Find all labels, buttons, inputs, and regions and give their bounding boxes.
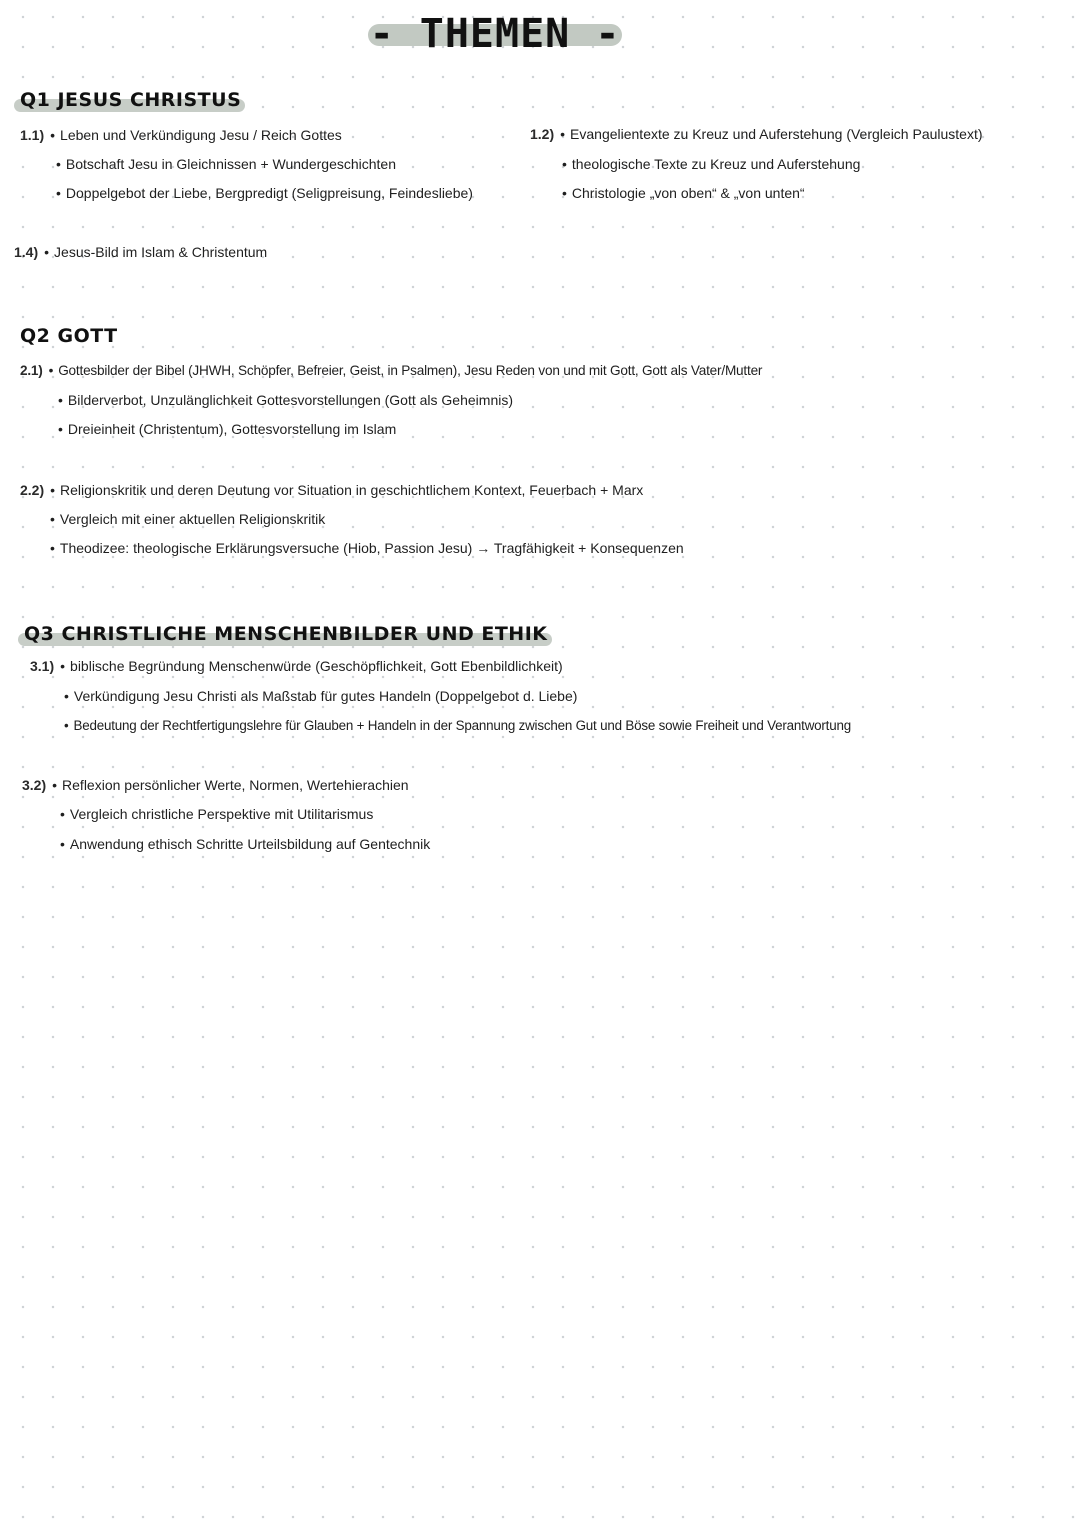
list-item: 3.1) • biblische Begründung Menschenwürde (Geschöpflichkeit, Gott Ebenbildlichkeit) [30,658,563,674]
page-title-block [368,10,622,60]
section-heading-q3: Q3 CHRISTLICHE MENSCHENBILDER UND ETHIK [24,622,548,646]
list-item: • Christologie „von oben“ & „von unten“ [562,185,805,201]
list-item: 3.2) • Reflexion persönlicher Werte, Normen, Wertehierachien [22,777,409,793]
section-heading-q1: Q1 JESUS CHRISTUS [20,88,241,112]
list-item: • Anwendung ethisch Schritte Urteilsbildung auf Gentechnik [60,836,431,852]
list-item: • Dreieinheit (Christentum), Gottesvorstellung im Islam [58,421,397,437]
list-item: • Theodizee: theologische Erklärungsversuche (Hiob, Passion Jesu) → Tragfähigkeit + Konsequenzen [50,540,684,556]
list-item: 1.2) • Evangelientexte zu Kreuz und Auferstehung (Vergleich Paulustext) [530,126,983,142]
list-item: • Vergleich christliche Perspektive mit Utilitarismus [60,806,374,822]
list-item: • Doppelgebot der Liebe, Bergpredigt (Seligpreisung, Feindesliebe) [56,185,473,201]
list-item: • theologische Texte zu Kreuz und Auferstehung [562,156,861,172]
section-heading-q2: Q2 GOTT [20,325,118,347]
list-item: 2.2) • Religionskritik und deren Deutung vor Situation in geschichtlichem Kontext, Feuerbach + Marx [20,482,644,498]
list-item: • Vergleich mit einer aktuellen Religionskritik [50,511,326,527]
list-item: 1.1) • Leben und Verkündigung Jesu / Reich Gottes [20,127,342,143]
list-item: • Bilderverbot, Unzulänglichkeit Gottesvorstellungen (Gott als Geheimnis) [58,392,514,408]
list-item: 2.1) • Gottesbilder der Bibel (JHWH, Schöpfer, Befreier, Geist, in Psalmen), Jesu Reden von und mit Gott, Gott als Vater/Mutter [20,363,763,378]
list-item: • Bedeutung der Rechtfertigungslehre für Glauben + Handeln in der Spannung zwischen Gut und Böse sowie Freiheit und Verantwortung [64,718,851,733]
list-item: 1.4) • Jesus-Bild im Islam & Christentum [14,244,268,260]
list-item: • Botschaft Jesu in Gleichnissen + Wundergeschichten [56,156,396,172]
list-item: • Verkündigung Jesu Christi als Maßstab für gutes Handeln (Doppelgebot d. Liebe) [64,688,578,704]
page-title: - THEMEN - [369,11,621,57]
